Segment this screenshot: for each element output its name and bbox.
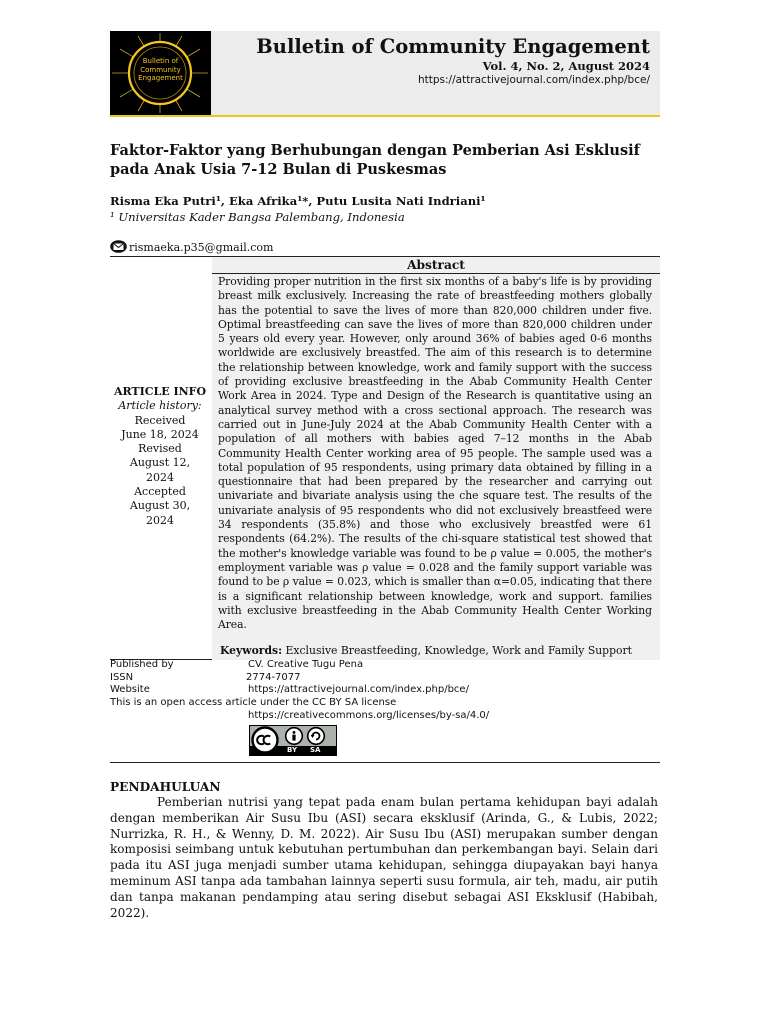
article-history-label: Article history: <box>118 399 202 413</box>
received-label: Received <box>134 413 186 427</box>
accepted-label: Accepted <box>134 485 186 499</box>
paper-title: Faktor-Faktor yang Berhubungan dengan Pemberian Asi Esklusif pada Anak Usia 7-12 Bulan di Puskesmas <box>110 142 640 178</box>
website-link[interactable]: https://attractivejournal.com/index.php/bce/ <box>248 684 469 695</box>
cc-sa-label: SA <box>310 745 321 754</box>
logo-line: Community <box>140 65 181 74</box>
logo-line: Engagement <box>138 74 183 82</box>
divider <box>110 256 212 257</box>
license-text: This is an open access article under the CC BY SA license <box>110 696 397 708</box>
revised-label: Revised <box>138 442 182 456</box>
body-paragraph-text: Pemberian nutrisi yang tepat pada enam bulan pertama kehidupan bayi adalah dengan memberikan Air Susu Ibu (ASI) secara eksklusif (Arinda, G., & Lubis, 2022; Nurrizka, R. H., & Wenny, D. M. 2022). Air Susu Ibu (ASI) merupakan sumber dengan komposisi seimbang untuk kebutuhan pertumbuhan dan perkembangan bayi. Selain dari pada itu ASI juga menjadi sumber utama kehidupan, sehingga diupayakan bayi hanya meminum ASI tanpa ada tambahan lainnya seperti susu formula, air teh, madu, air putih dan tanpa makanan pendamping atau sering disebut sebagai ASI Eksklusif (Habibah, 2022). <box>110 795 658 920</box>
divider <box>212 273 660 274</box>
journal-header <box>110 31 660 117</box>
divider <box>110 762 660 763</box>
journal-url-link[interactable]: https://attractivejournal.com/index.php/bce/ <box>418 74 650 86</box>
accepted-date-year: 2024 <box>146 513 174 527</box>
abstract-box <box>212 256 660 660</box>
publisher-name: CV. Creative Tugu Pena <box>248 659 364 670</box>
license-link[interactable]: https://creativecommons.org/licenses/by-sa/4.0/ <box>248 710 490 721</box>
section-heading: PENDAHULUAN <box>110 780 221 794</box>
envelope-icon <box>110 240 127 253</box>
keywords-label: Keywords: <box>220 644 283 657</box>
website-label: Website <box>110 684 150 695</box>
cc-by-label: BY <box>287 745 298 754</box>
revised-date: August 12, <box>129 456 191 470</box>
logo-wordmark <box>110 57 211 83</box>
accepted-date: August 30, <box>129 499 191 513</box>
published-by-label: Published by <box>110 659 174 670</box>
abstract-heading: Abstract <box>407 258 465 272</box>
author-affiliation: ¹ Universitas Kader Bangsa Palembang, Indonesia <box>110 210 405 224</box>
journal-logo <box>110 31 211 115</box>
keywords-list: Exclusive Breastfeeding, Knowledge, Work and Family Support <box>285 644 633 657</box>
revised-date-year: 2024 <box>146 470 174 484</box>
received-date: June 18, 2024 <box>121 427 199 441</box>
keywords <box>220 644 660 657</box>
journal-title: Bulletin of Community Engagement <box>256 35 650 58</box>
issn-label: ISSN <box>110 671 134 683</box>
corresponding-email <box>110 240 273 256</box>
author-list: Risma Eka Putri¹, Eka Afrika¹*, Putu Lusita Nati Indriani¹ <box>110 194 486 208</box>
cc-by-sa-badge[interactable] <box>249 725 337 756</box>
article-info-heading: ARTICLE INFO <box>113 385 207 398</box>
email-link[interactable]: rismaeka.p35@gmail.com <box>129 241 274 254</box>
abstract-text: Providing proper nutrition in the first six months of a baby's life is by providing breast milk exclusively. Increasing the rate of breastfeeding mothers globally has the potential to save the lives of more than 820,000 children under five. Optimal breastfeeding can save the lives of more than 820,000 children under 5 years old every year. However, only around 36% of babies aged 0-6 months worldwide are exclusively breastfed. The aim of this research is to determine the relationship between knowledge, work and family support with the success of providing exclusive breastfeeding in the Abab Community Health Center Work Area in 2024. Type and Design of the Research is quantitative using an analytical survey method with a cross sectional approach. The research was carried out in June-July 2024 at the Abab Community Health Center with a population of all mothers with babies aged 7–12 months in the Abab Community Health Center working area of 95 people. The sample used was a total population of 95 respondents, using primary data obtained by filling in a questionnaire that had been prepared by the researcher and carrying out univariate and bivariate analysis using the che square test. The results of the univariate analysis of 95 respondents who did not exclusively breastfeed were 34 respondents (35.8%) and those who exclusively breastfed were 61 respondents (64.2%). The results of the chi-square statistical test showed that the mother's knowledge variable was found to be ρ value = 0.005, the mother's employment variable was ρ value = 0.028 and the family support variable was found to be ρ value = 0.023, which is smaller than α=0.05, indicating that there is a significant relationship between knowledge, work and support. families with exclusive breastfeeding in the Abab Community Health Center Working Area. <box>218 275 652 632</box>
issn-value: 2774-7077 <box>246 671 301 683</box>
logo-line: Bulletin of <box>142 57 179 65</box>
journal-volume: Vol. 4, No. 2, August 2024 <box>482 59 650 73</box>
article-info <box>110 385 210 528</box>
body-paragraph <box>110 795 658 921</box>
